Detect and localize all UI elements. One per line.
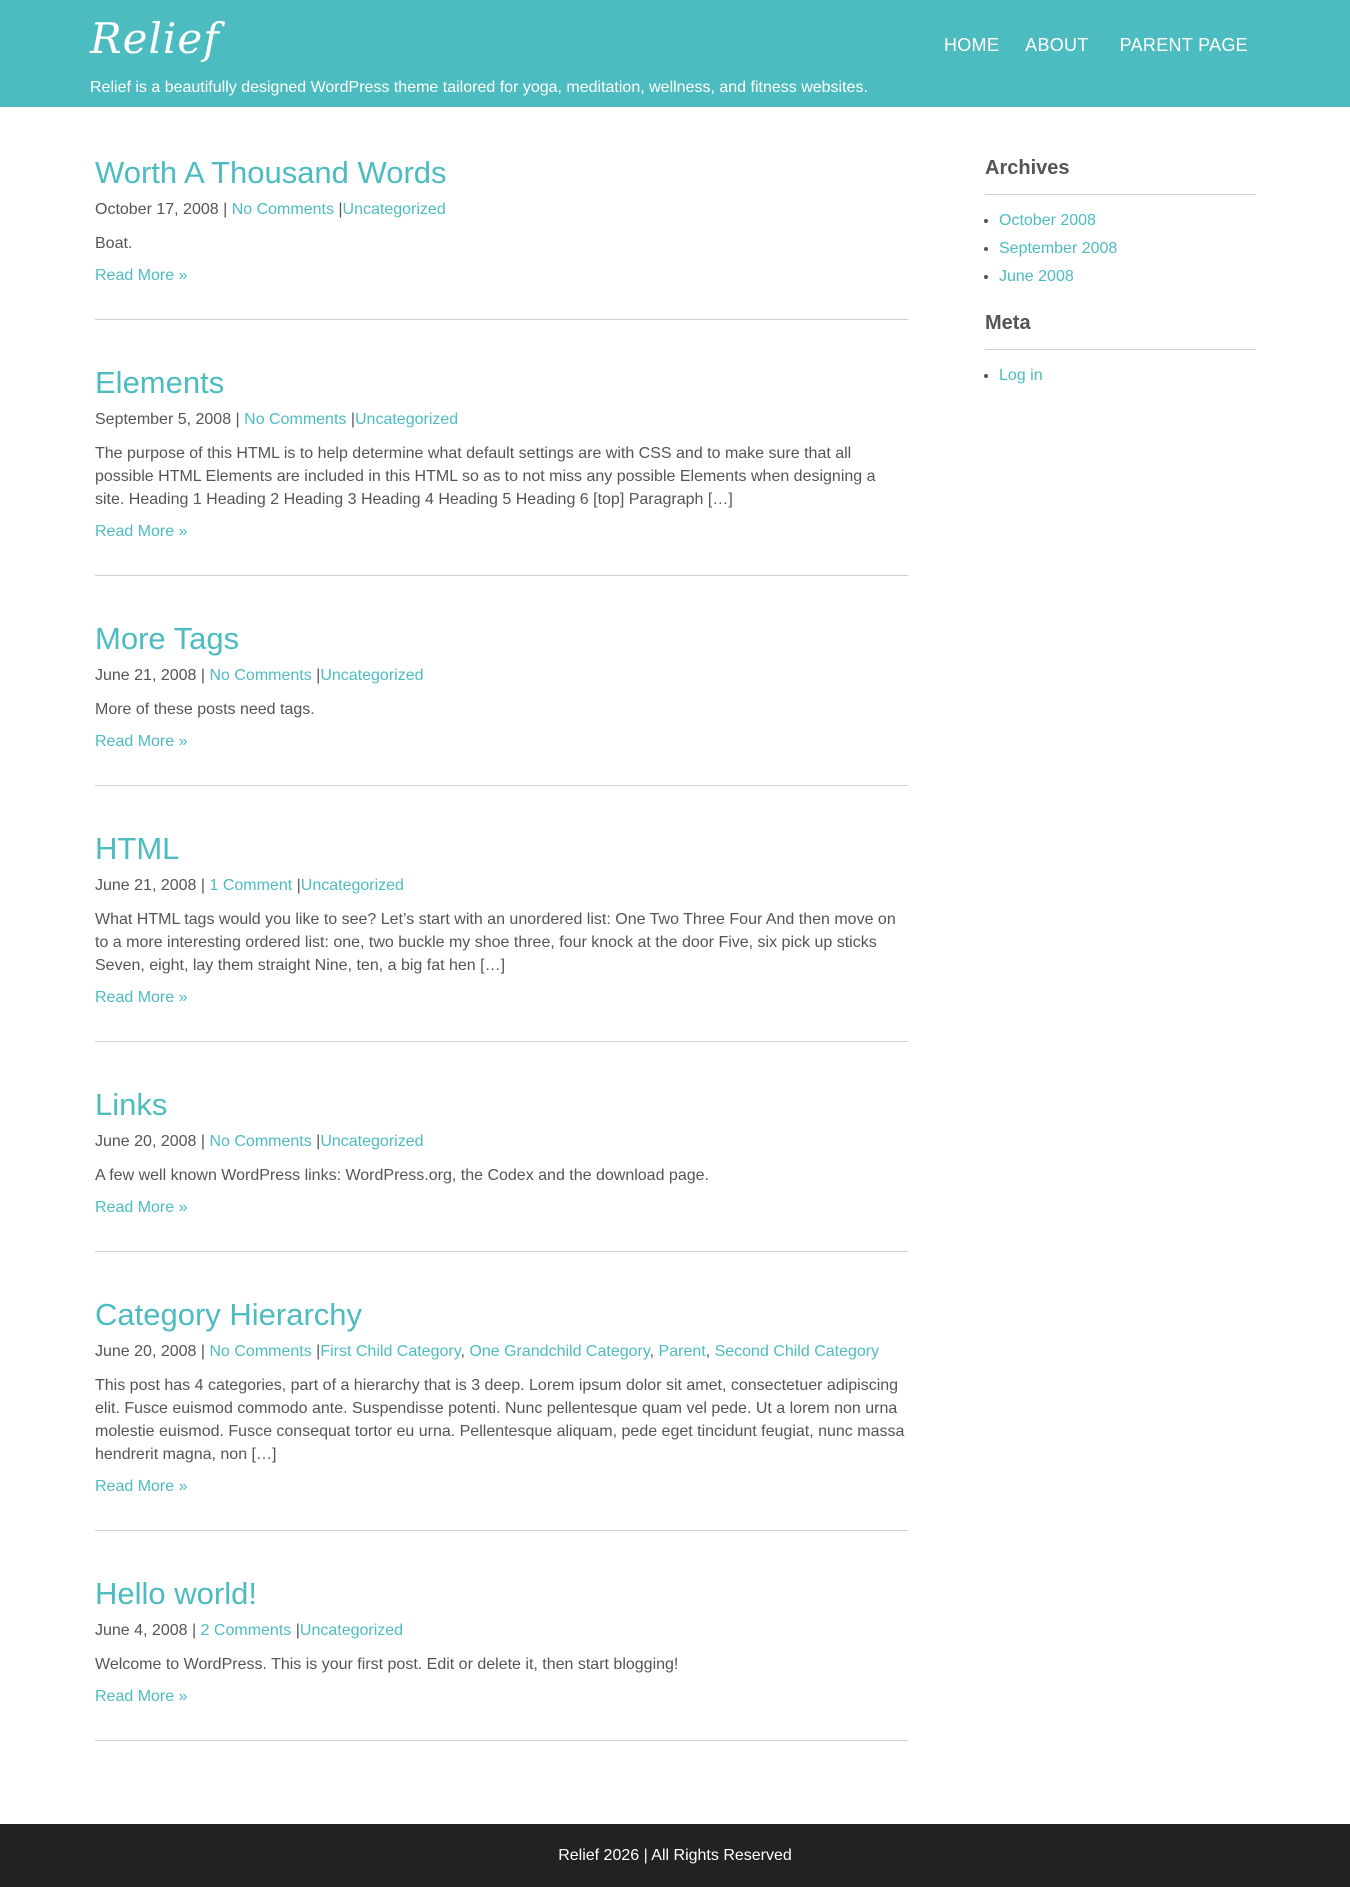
post-title [95, 1082, 908, 1128]
post-entry [95, 616, 908, 786]
post-meta [95, 199, 908, 221]
archives-list [985, 211, 1256, 287]
post-excerpt: Boat. [95, 235, 133, 252]
post-date: June 21, 2008 | [95, 877, 210, 894]
site-header [0, 0, 1350, 107]
meta-separator: | [311, 667, 321, 684]
post-date: September 5, 2008 | [95, 411, 245, 428]
meta-separator: , [705, 1343, 715, 1360]
post-title-link[interactable]: HTML [95, 831, 180, 866]
post-title [95, 616, 908, 662]
meta-separator: , [460, 1343, 470, 1360]
category-link[interactable]: Second Child Category [714, 1343, 880, 1360]
nav-parent-page[interactable]: PARENT PAGE [1119, 35, 1248, 55]
nav-about[interactable]: ABOUT [1025, 35, 1089, 55]
post-date: June 21, 2008 | [95, 667, 210, 684]
post-entry [95, 360, 908, 576]
category-link[interactable]: One Grandchild Category [469, 1343, 650, 1360]
post-entry [95, 826, 908, 1042]
post-date: June 20, 2008 | [95, 1133, 210, 1150]
post-title-link[interactable]: Elements [95, 365, 225, 400]
post-date: October 17, 2008 | [95, 201, 232, 218]
category-link[interactable]: Uncategorized [342, 201, 446, 218]
post-title [95, 1571, 908, 1617]
post-title-link[interactable]: Worth A Thousand Words [95, 155, 447, 190]
meta-widget [985, 307, 1256, 386]
archives-title: Archives [985, 152, 1256, 195]
category-link[interactable]: First Child Category [320, 1343, 461, 1360]
post-entry [95, 1082, 908, 1252]
sidebar [985, 152, 1256, 406]
read-more-link[interactable]: Read More » [95, 523, 188, 540]
post-excerpt: This post has 4 categories, part of a hierarchy that is 3 deep. Lorem ipsum dolor sit amet, consectetuer adipiscing elit. Fusce euismod commodo ante. Suspendisse potenti. Nunc pellentesque quam vel pede. Ut a lorem non urna molestie euismod. Fusce consequat tortor eu urna. Pellentesque aliquam, pede eget tincidunt feugiat, nunc massa hendrerit magna, non […] [95, 1377, 905, 1463]
archive-item [999, 267, 1256, 287]
nav-home[interactable]: HOME [943, 35, 1000, 55]
meta-list [985, 366, 1256, 386]
post-entry [95, 150, 908, 320]
post-title-link[interactable]: More Tags [95, 621, 240, 656]
meta-separator: | [311, 1133, 321, 1150]
post-list [95, 150, 908, 1781]
post-title [95, 150, 908, 196]
meta-separator: | [333, 201, 343, 218]
category-link[interactable]: Uncategorized [355, 411, 459, 428]
read-more-link[interactable]: Read More » [95, 1688, 188, 1705]
post-title-link[interactable]: Hello world! [95, 1576, 257, 1611]
post-entry [95, 1571, 908, 1741]
read-more-link[interactable]: Read More » [95, 267, 188, 284]
post-title [95, 826, 908, 872]
post-title [95, 360, 908, 406]
category-link[interactable]: Uncategorized [300, 877, 404, 894]
site-tagline: Relief is a beautifully designed WordPress theme tailored for yoga, meditation, wellness, and fitness websites. [90, 79, 868, 96]
meta-separator: , [649, 1343, 659, 1360]
meta-separator: | [292, 877, 301, 894]
post-meta [95, 1131, 908, 1153]
post-excerpt: A few well known WordPress links: WordPress.org, the Codex and the download page. [95, 1167, 709, 1184]
meta-separator: | [311, 1343, 321, 1360]
post-title-link[interactable]: Links [95, 1087, 168, 1122]
meta-title: Meta [985, 307, 1256, 350]
meta-separator: | [291, 1622, 300, 1639]
site-footer [0, 1824, 1350, 1887]
comments-link[interactable]: No Comments [231, 201, 334, 218]
post-title-link[interactable]: Category Hierarchy [95, 1297, 363, 1332]
comments-link[interactable]: 2 Comments [200, 1622, 292, 1639]
post-meta [95, 1341, 908, 1363]
category-link[interactable]: Uncategorized [320, 667, 424, 684]
post-meta [95, 1620, 908, 1642]
archive-item [999, 211, 1256, 231]
archive-link-october-2008[interactable]: October 2008 [999, 212, 1096, 229]
archive-item [999, 239, 1256, 259]
footer-text: Relief 2026 | All Rights Reserved [558, 1846, 792, 1864]
comments-link[interactable]: No Comments [244, 411, 347, 428]
post-excerpt: The purpose of this HTML is to help determine what default settings are with CSS and to make sure that all possible HTML Elements are included in this HTML so as to not miss any possible Elements when designing a site. Heading 1 Heading 2 Heading 3 Heading 4 Heading 5 Heading 6 [top] Paragraph […] [95, 445, 876, 508]
meta-separator: | [346, 411, 355, 428]
login-link[interactable]: Log in [999, 367, 1043, 384]
comments-link[interactable]: No Comments [209, 667, 312, 684]
main-nav [944, 34, 1248, 56]
post-entry [95, 1292, 908, 1531]
post-meta [95, 875, 908, 897]
category-link[interactable]: Uncategorized [299, 1622, 404, 1639]
comments-link[interactable]: 1 Comment [209, 877, 293, 894]
post-date: June 20, 2008 | [95, 1343, 210, 1360]
post-meta [95, 665, 908, 687]
post-title [95, 1292, 908, 1338]
read-more-link[interactable]: Read More » [95, 733, 188, 750]
comments-link[interactable]: No Comments [209, 1343, 312, 1360]
category-link[interactable]: Uncategorized [320, 1133, 424, 1150]
post-meta [95, 409, 908, 431]
post-excerpt: More of these posts need tags. [95, 701, 315, 718]
post-excerpt: Welcome to WordPress. This is your first post. Edit or delete it, then start blogging! [95, 1656, 679, 1673]
category-link[interactable]: Parent [658, 1343, 706, 1360]
archive-link-june-2008[interactable]: June 2008 [999, 268, 1074, 285]
meta-item [999, 366, 1256, 386]
comments-link[interactable]: No Comments [209, 1133, 312, 1150]
post-excerpt: What HTML tags would you like to see? Let’s start with an unordered list: One Two Three Four And then move on to a more interesting ordered list: one, two buckle my shoe three, four knock at the door Five, six pick up sticks Seven, eight, lay them straight Nine, ten, a big fat hen […] [95, 911, 896, 974]
archive-link-september-2008[interactable]: September 2008 [999, 240, 1118, 257]
archives-widget [985, 152, 1256, 287]
post-date: June 4, 2008 | [95, 1622, 201, 1639]
read-more-link[interactable]: Read More » [95, 1478, 188, 1495]
read-more-link[interactable]: Read More » [95, 1199, 188, 1216]
read-more-link[interactable]: Read More » [95, 989, 188, 1006]
site-logo[interactable]: Relief [90, 14, 220, 63]
